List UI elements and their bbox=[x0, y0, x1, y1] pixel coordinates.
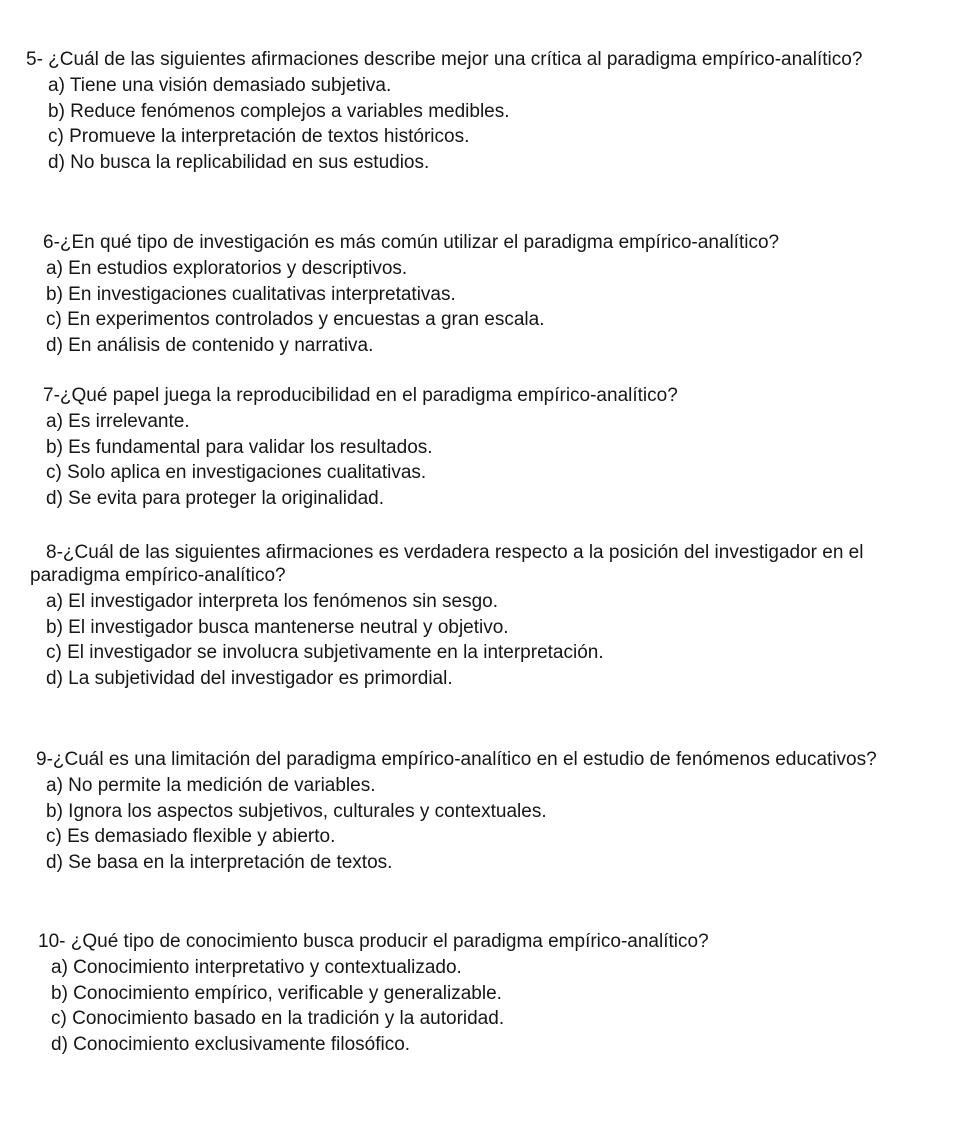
option-d: d) Conocimiento exclusivamente filosófico. bbox=[51, 1033, 411, 1055]
option-b: b) El investigador busca mantenerse neutral y objetivo. bbox=[46, 616, 509, 638]
option-d: d) En análisis de contenido y narrativa. bbox=[46, 334, 374, 356]
question-5 bbox=[26, 48, 955, 175]
question-6-stem: 6-¿En qué tipo de investigación es más común utilizar el paradigma empírico-analítico? bbox=[43, 232, 780, 253]
question-9-options bbox=[46, 773, 955, 875]
option-d: d) No busca la replicabilidad en sus estudios. bbox=[48, 151, 430, 173]
option-c: c) Conocimiento basado en la tradición y la autoridad. bbox=[51, 1008, 505, 1029]
option-a: a) Conocimiento interpretativo y contextualizado. bbox=[51, 957, 462, 978]
option-c: c) Es demasiado flexible y abierto. bbox=[46, 826, 336, 847]
option-b: b) Conocimiento empírico, verificable y generalizable. bbox=[51, 982, 502, 1004]
option-a: a) Tiene una visión demasiado subjetiva. bbox=[48, 75, 392, 96]
option-c: c) En experimentos controlados y encuestas a gran escala. bbox=[46, 309, 545, 330]
question-9-stem: 9-¿Cuál es una limitación del paradigma empírico-analítico en el estudio de fenómenos educativos? bbox=[36, 749, 877, 770]
option-c: c) El investigador se involucra subjetivamente en la interpretación. bbox=[46, 642, 604, 663]
option-d: d) Se evita para proteger la originalidad. bbox=[46, 487, 384, 509]
question-10 bbox=[38, 930, 955, 1057]
question-8-options bbox=[46, 589, 955, 691]
option-d: d) Se basa en la interpretación de textos. bbox=[46, 851, 393, 873]
question-6-options bbox=[46, 256, 955, 358]
question-10-stem: 10- ¿Qué tipo de conocimiento busca producir el paradigma empírico-analítico? bbox=[38, 931, 709, 952]
option-a: a) No permite la medición de variables. bbox=[46, 775, 376, 796]
option-c: c) Solo aplica en investigaciones cualitativas. bbox=[46, 462, 427, 483]
question-9 bbox=[30, 748, 955, 875]
option-d: d) La subjetividad del investigador es primordial. bbox=[46, 667, 453, 689]
question-8 bbox=[30, 541, 955, 691]
option-b: b) En investigaciones cualitativas interpretativas. bbox=[46, 283, 456, 305]
question-8-stem: 8-¿Cuál de las siguientes afirmaciones es verdadera respecto a la posición del investigador en el paradigma empírico-analítico? bbox=[30, 542, 864, 586]
question-7-stem: 7-¿Qué papel juega la reproducibilidad en el paradigma empírico-analítico? bbox=[43, 385, 678, 406]
option-a: a) En estudios exploratorios y descriptivos. bbox=[46, 258, 408, 279]
question-6 bbox=[43, 231, 955, 358]
question-7 bbox=[43, 384, 955, 511]
option-b: b) Reduce fenómenos complejos a variables medibles. bbox=[48, 100, 510, 122]
option-a: a) El investigador interpreta los fenómenos sin sesgo. bbox=[46, 591, 499, 612]
question-10-options bbox=[51, 955, 955, 1057]
question-5-options bbox=[48, 73, 955, 175]
question-5-stem: 5- ¿Cuál de las siguientes afirmaciones describe mejor una crítica al paradigma empírico-analítico? bbox=[26, 49, 863, 70]
option-a: a) Es irrelevante. bbox=[46, 411, 190, 432]
question-7-options bbox=[46, 409, 955, 511]
option-b: b) Es fundamental para validar los resultados. bbox=[46, 436, 433, 458]
option-b: b) Ignora los aspectos subjetivos, culturales y contextuales. bbox=[46, 800, 547, 822]
option-c: c) Promueve la interpretación de textos históricos. bbox=[48, 126, 470, 147]
